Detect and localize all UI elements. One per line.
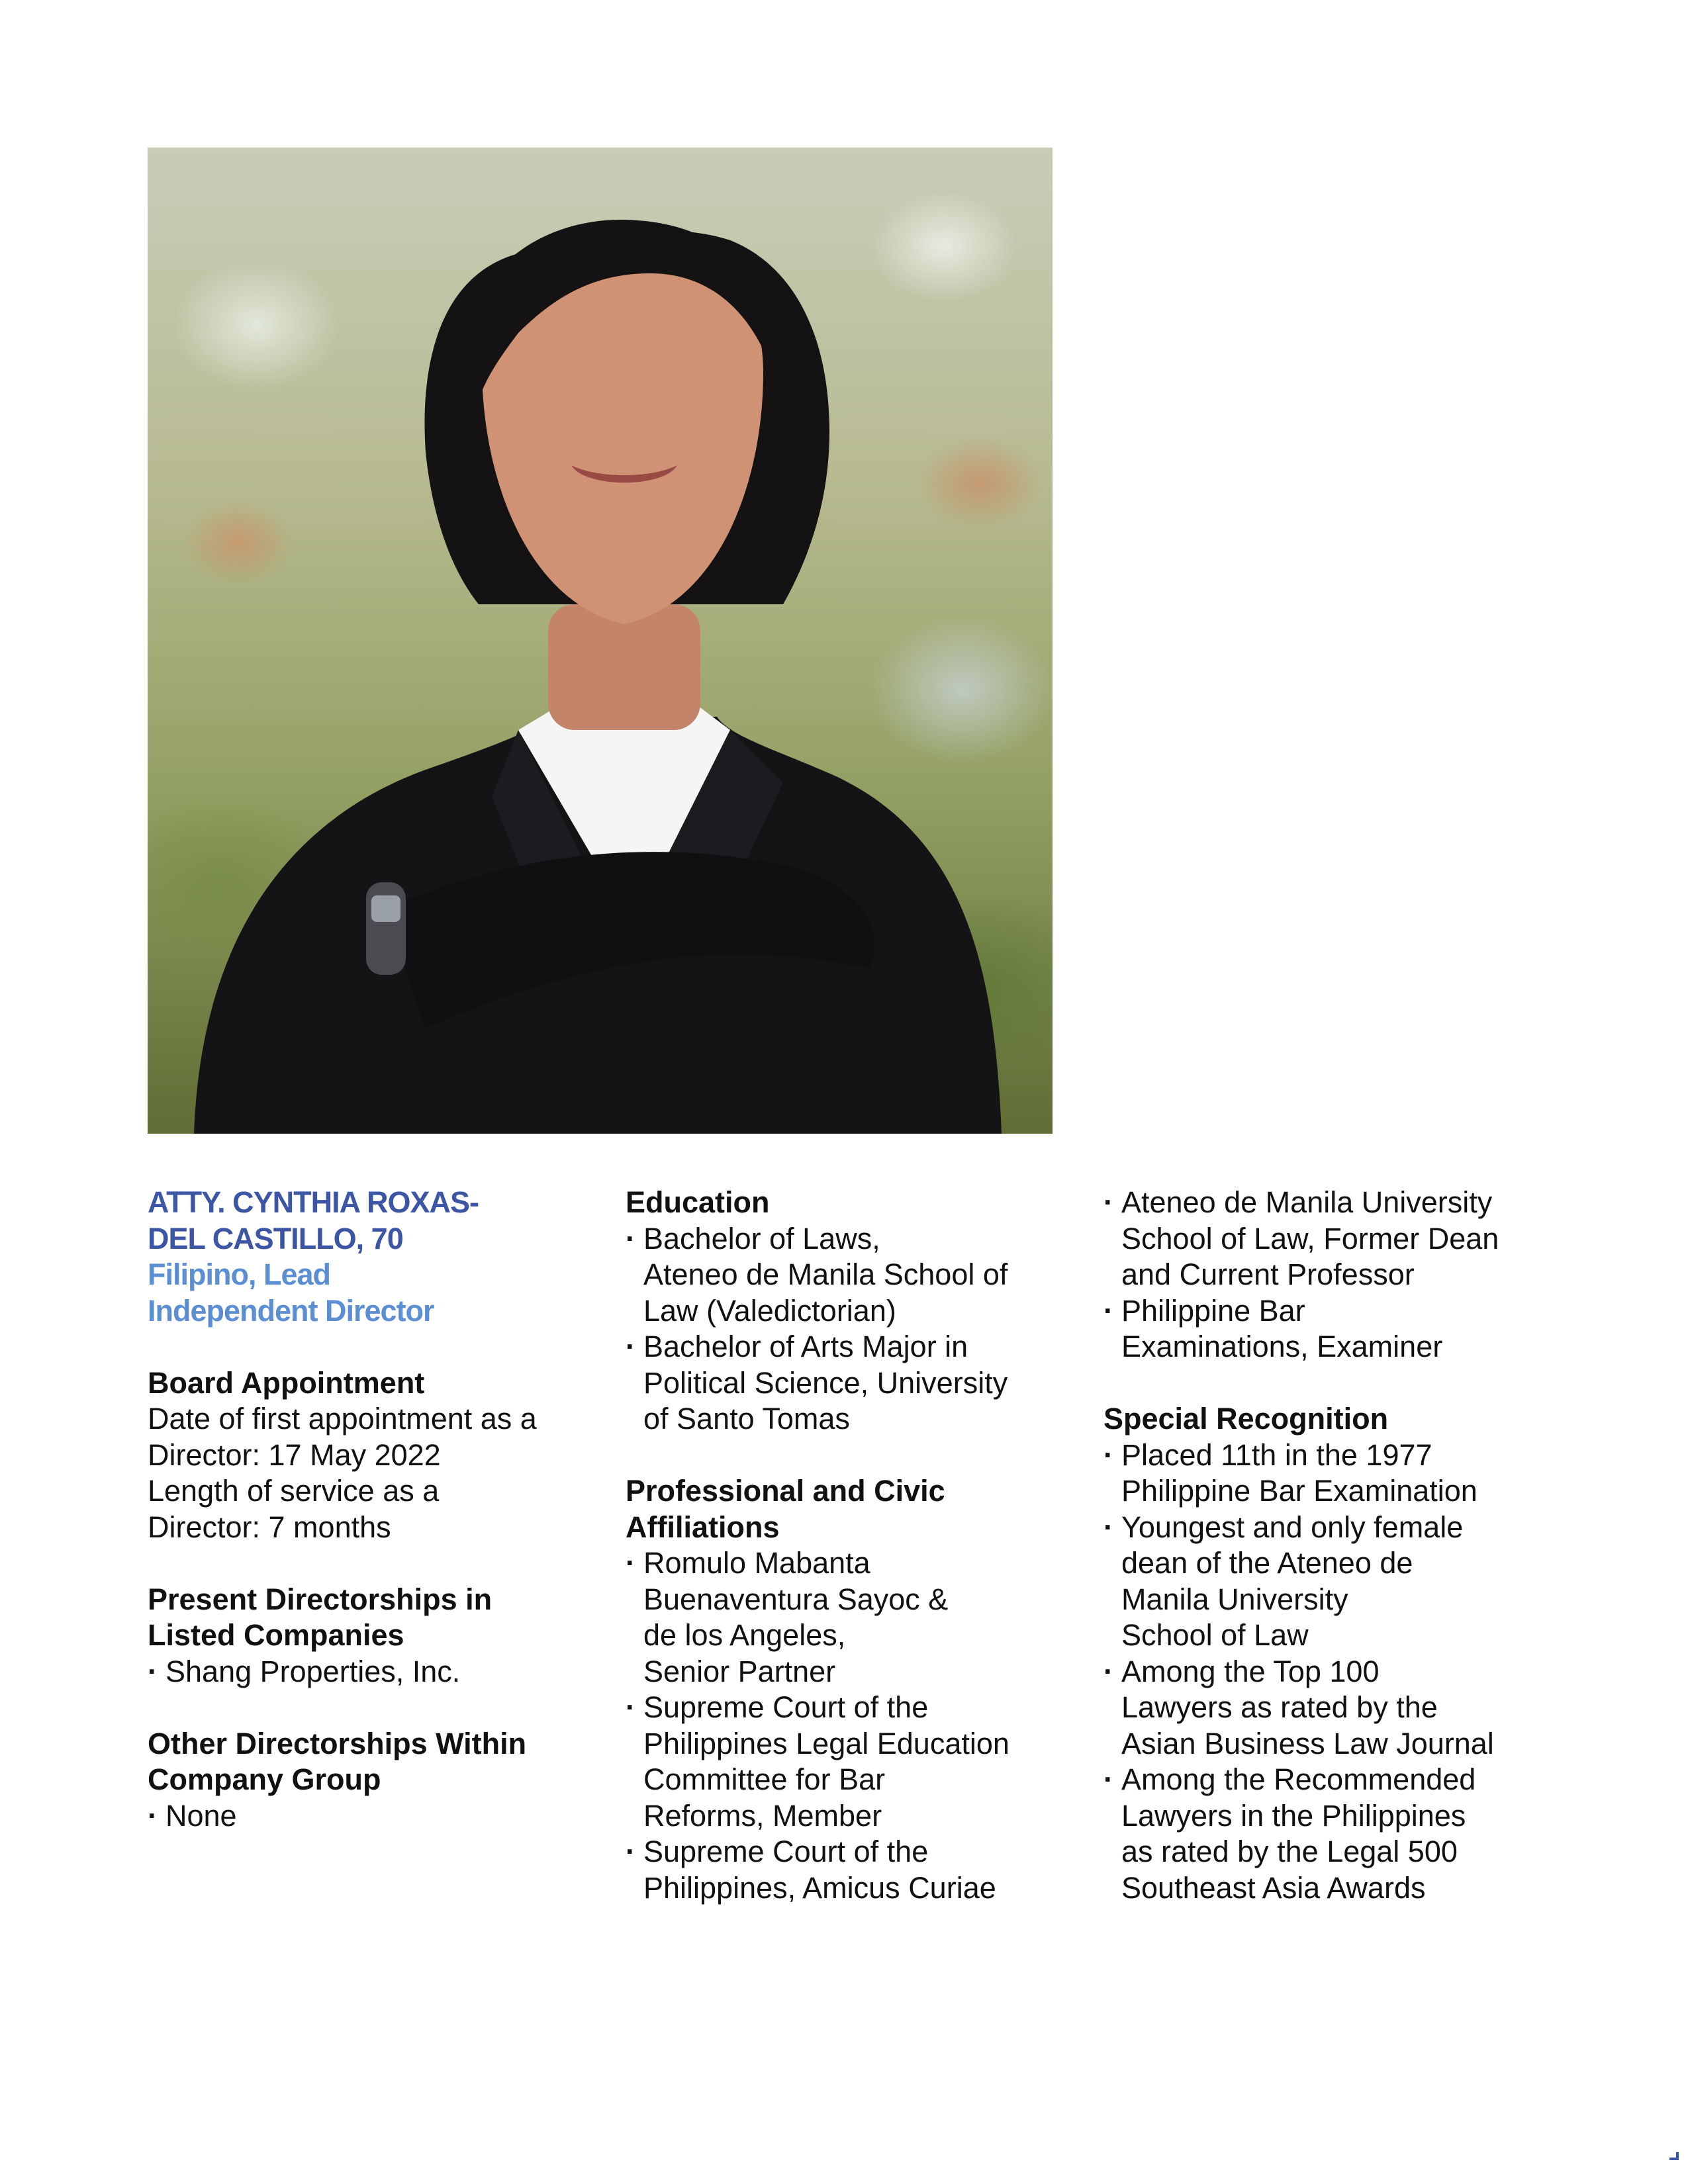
list-item: · Placed 11th in the 1977 Philippine Bar Examination [1103, 1437, 1554, 1510]
list-item: · Youngest and only female dean of the Ateneo de Manila University School of Law [1103, 1510, 1554, 1654]
list-item: · Bachelor of Laws, Ateneo de Manila School of Law (Valedictorian) [626, 1221, 1076, 1330]
list-item: · Ateneo de Manila University School of Law, Former Dean and Current Professor [1103, 1185, 1554, 1293]
board-appointment-text: Date of first appointment as a [148, 1402, 537, 1435]
column-education [626, 1185, 1076, 1906]
affiliations-heading: Affiliations [626, 1510, 780, 1544]
list-item: · Romulo Mabanta Buenaventura Sayoc & de los Angeles, Senior Partner [626, 1545, 1076, 1690]
board-appointment-text: Director: 7 months [148, 1510, 391, 1544]
list-item: · Bachelor of Arts Major in Political Science, University of Santo Tomas [626, 1329, 1076, 1437]
present-directorships-heading: Present Directorships in [148, 1582, 492, 1616]
director-role: Independent Director [148, 1293, 434, 1328]
director-name: DEL CASTILLO, 70 [148, 1221, 403, 1255]
portrait-photo [148, 148, 1053, 1134]
list-item: · Philippine Bar Examinations, Examiner [1103, 1293, 1554, 1365]
affiliations-heading: Professional and Civic [626, 1474, 945, 1508]
list-item: · Supreme Court of the Philippines Legal Education Committee for Bar Reforms, Member [626, 1690, 1076, 1834]
special-recognition-heading: Special Recognition [1103, 1402, 1389, 1435]
column-profile [148, 1185, 611, 1834]
director-role: Filipino, Lead [148, 1257, 330, 1291]
board-appointment-text: Director: 17 May 2022 [148, 1437, 441, 1472]
director-name: ATTY. CYNTHIA ROXAS- [148, 1185, 479, 1219]
education-heading: Education [626, 1185, 770, 1219]
other-directorships-heading: Company Group [148, 1762, 381, 1796]
list-item: · None [148, 1798, 611, 1835]
other-directorships-heading: Other Directorships Within [148, 1726, 527, 1760]
list-item: · Among the Recommended Lawyers in the Philippines as rated by the Legal 500 Southeast Asia Awards [1103, 1762, 1554, 1906]
list-item: · Supreme Court of the Philippines, Amicus Curiae [626, 1834, 1076, 1906]
present-directorships-heading: Listed Companies [148, 1618, 404, 1652]
board-appointment-text: Length of service as a [148, 1474, 440, 1508]
board-appointment-heading: Board Appointment [148, 1365, 425, 1400]
corner-mark-icon [1669, 2152, 1679, 2160]
column-recognition [1103, 1185, 1554, 1906]
list-item: · Shang Properties, Inc. [148, 1654, 611, 1690]
portrait-illustration [148, 148, 1053, 1134]
list-item: · Among the Top 100 Lawyers as rated by the Asian Business Law Journal [1103, 1654, 1554, 1762]
